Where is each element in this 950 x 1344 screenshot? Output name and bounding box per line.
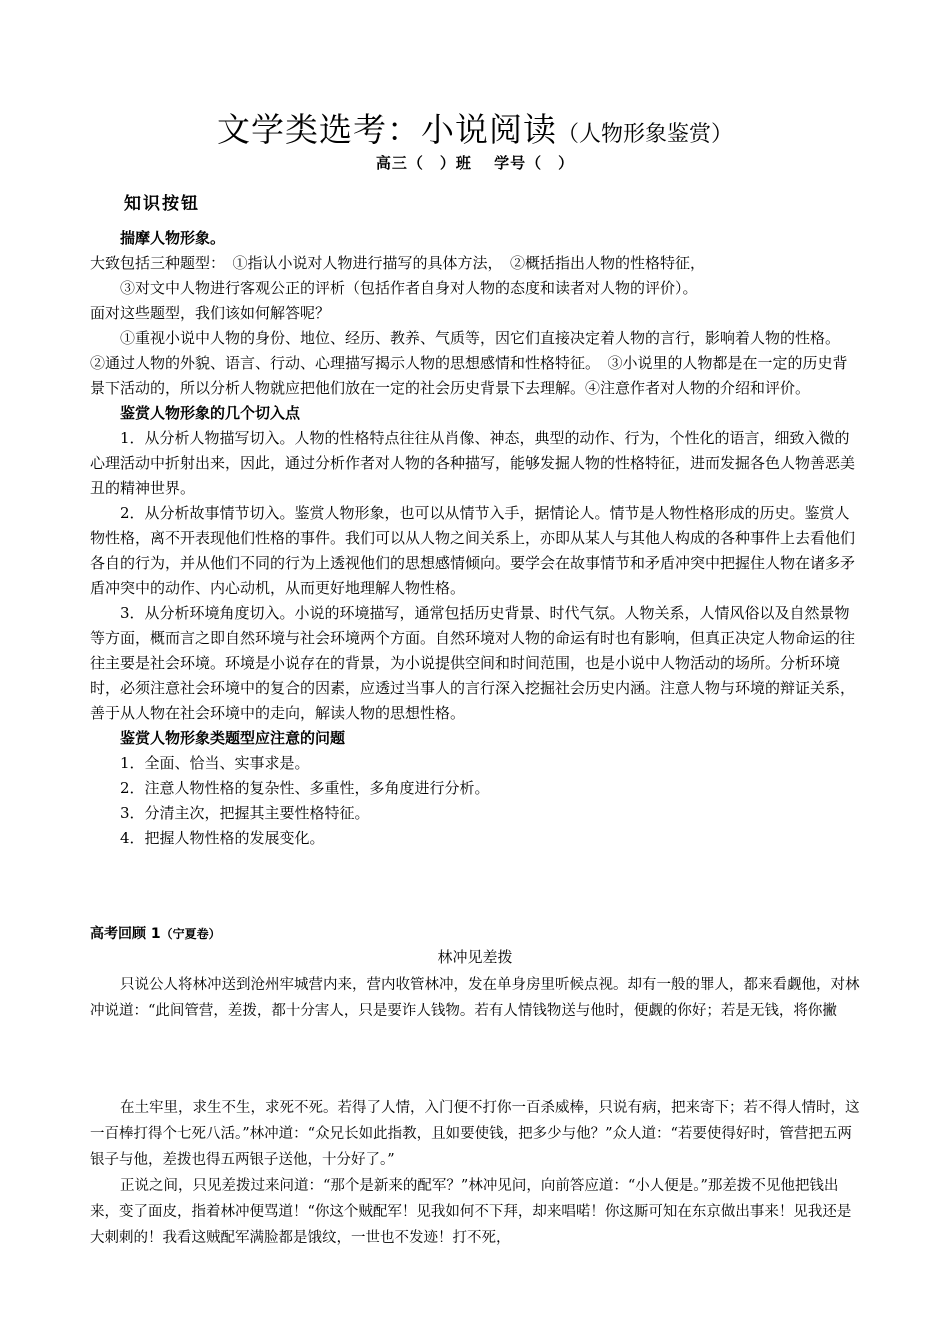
story-paragraph-1: 只说公人将林冲送到沧州牢城营内来，营内收管林冲，发在单身房里听候点视。却有一般的罪人，都来看觑他，对林冲说道：“此间管营，差拨，都十分害人，只是要诈人钱物。若有人情钱物送与他时，便觑的你好；若是无钱，将你撇 <box>90 977 860 1019</box>
paragraph-entry-point-3: 3．从分析环境角度切入。小说的环境描写，通常包括历史背景、时代气氛。人物关系，人情风俗以及自然景物等方面，概而言之即自然环境与社会环境两个方面。自然环境对人物的命运有时也有影响，但真正决定人物命运的往往主要是社会环境。环境是小说存在的背景，为小说提供空间和时间范围，也是小说中人物活动的场所。分析环境时，必须注意社会环境中的复合的因素，应透过当事人的言行深入挖掘社会历史内涵。注意人物与环境的辩证关系，善于从人物在社会环境中的走向，解读人物的思想性格。 <box>90 604 856 722</box>
subheading-entry-points: 鉴赏人物形象的几个切入点 <box>120 404 301 422</box>
note-item-3: 3．分清主次，把握其主要性格特征。 <box>120 804 370 822</box>
title-sub: （人物形象鉴赏） <box>556 122 733 147</box>
document-title <box>0 104 950 151</box>
paragraph-answer-methods: ①重视小说中人物的身份、地位、经历、教养、气质等，因它们直接决定着人物的言行，影响着人物的性格。 ②通过人物的外貌、语言、行动、心理描写揭示人物的思想感情和性格特征。 ③小说里的人物都是在一定的历史背景下活动的，所以分析人物就应把他们放在一定的社会历史背景下去理解。④注意作者对人物的介绍和评价。 <box>90 329 848 397</box>
note-item-2: 2．注意人物性格的复杂性、多重性，多角度进行分析。 <box>120 779 490 797</box>
paragraph-entry-point-2: 2．从分析故事情节切入。鉴赏人物形象，也可以从情节入手，据情论人。情节是人物性格形成的历史。鉴赏人物性格，离不开表现他们性格的事件。我们可以从人物之间关系上，亦即从某人与其他人构成的各种事件上去看他们各自的行为，并从他们不同的行为上透视他们的思想感情倾向。要学会在故事情节和矛盾冲突中把握住人物在诸多矛盾冲突中的动作、内心动机，从而更好地理解人物性格。 <box>90 504 856 597</box>
review-source: （宁夏卷） <box>160 927 221 941</box>
section-heading: 知识按钮 <box>124 194 200 214</box>
class-number-line: 高三（ ）班 学号（ ） <box>375 154 575 172</box>
note-item-1: 1．全面、恰当、实事求是。 <box>120 754 310 772</box>
story-paragraph-2: 在土牢里，求生不生，求死不死。若得了人情，入门便不打你一百杀威棒，只说有病，把来寄下；若不得人情时，这一百棒打得个七死八活。”林冲道：“众兄长如此指教，且如要使钱，把多少与他？”众人道：“若要使得好时，管营把五两银子与他，差拨也得五两银子送他，十分好了。” <box>90 1100 860 1168</box>
story-paragraph-3: 正说之间，只见差拨过来问道：“那个是新来的配军？”林冲见问，向前答应道：“小人便是。”那差拨不见他把钱出来，变了面皮，指着林冲便骂道！“你这个贼配军！见我如何不下拜，却来唱喏！你这厮可知在东京做出事来！见我还是大刺刺的！我看这贼配军满脸都是饿纹，一世也不发迹！打不死， <box>90 1178 852 1246</box>
title-main: 文学类选考：小说阅读 <box>216 110 557 149</box>
paragraph-topic: 揣摩人物形象。 <box>120 229 226 247</box>
paragraph-entry-point-1: 1．从分析人物描写切入。人物的性格特点往往从肖像、神态，典型的动作、行为，个性化的语言，细致入微的心理活动中折射出来，因此，通过分析作者对人物的各种描写，能够发掘人物的性格特征，进而发掘各色人物善恶美丑的精神世界。 <box>90 429 856 497</box>
paragraph-question-types: 大致包括三种题型： ①指认小说对人物进行描写的具体方法， ②概括指出人物的性格特征， <box>90 254 706 272</box>
knowledge-section <box>90 226 860 851</box>
review-heading <box>90 923 221 943</box>
paragraph-question-type-3: ③对文中人物进行客观公正的评析（包括作者自身对人物的态度和读者对人物的评价）。 <box>120 279 698 297</box>
note-item-4: 4．把握人物性格的发展变化。 <box>120 829 325 847</box>
review-label: 高考回顾 1 <box>90 926 161 942</box>
paragraph-how-to-answer: 面对这些题型，我们该如何解答呢？ <box>90 304 331 322</box>
story-title: 林冲见差拨 <box>437 948 513 966</box>
story-excerpt-part-1 <box>90 972 860 1024</box>
subheading-notes: 鉴赏人物形象类题型应注意的问题 <box>120 729 346 747</box>
story-excerpt-part-2 <box>90 1095 860 1251</box>
